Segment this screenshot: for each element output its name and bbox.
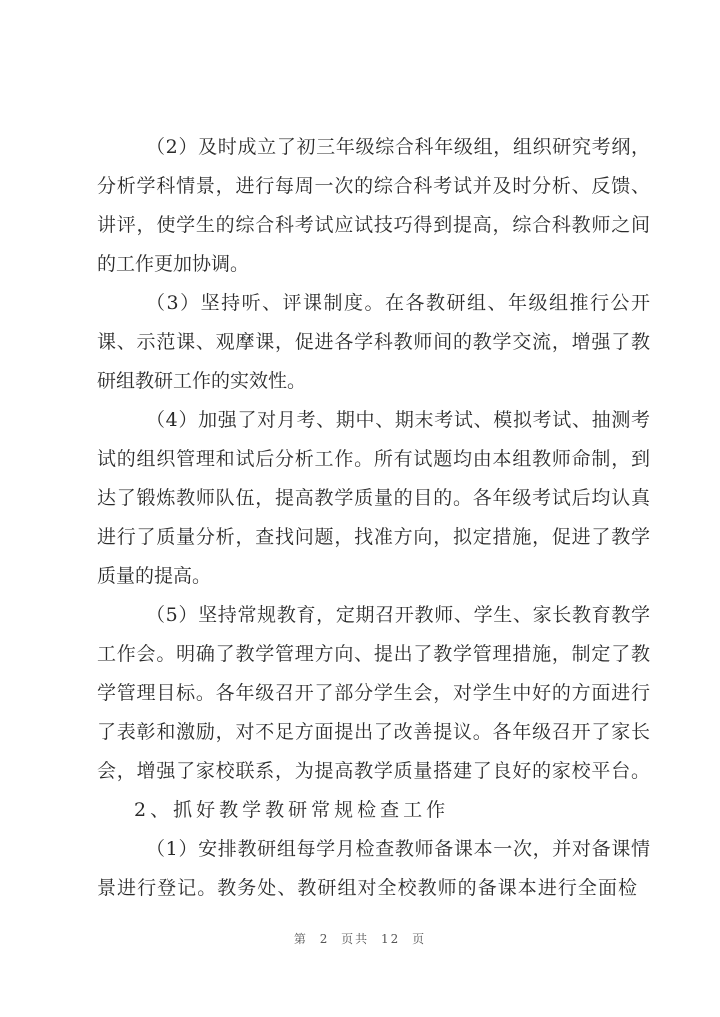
- paragraph-line: （2）及时成立了初三年级综合科年级组，组织研究考纲，: [146, 136, 650, 158]
- paragraph-line: （3）坚持听、评课制度。在各教研组、年级组推行公开: [146, 292, 650, 314]
- paragraph-line: 达了锻炼教师队伍，提高教学质量的目的。各年级考试后均认真: [97, 487, 650, 509]
- paragraph-line: 课、示范课、观摩课，促进各学科教师间的教学交流，增强了教: [97, 331, 650, 353]
- section-heading: 2、抓好教学教研常规检查工作: [134, 799, 450, 821]
- paragraph-line: 了表彰和激励，对不足方面提出了改善提议。各年级召开了家长: [97, 721, 650, 743]
- paragraph-line: 的工作更加协调。: [97, 253, 250, 275]
- paragraph-line: 学管理目标。各年级召开了部分学生会，对学生中好的方面进行: [97, 682, 650, 704]
- paragraph-line: 进行了质量分析，查找问题，找准方向，拟定措施，促进了教学: [97, 526, 650, 548]
- paragraph-line: 景进行登记。教务处、教研组对全校教师的备课本进行全面检: [97, 877, 637, 899]
- paragraph-line: （1）安排教研组每学月检查教师备课本一次，并对备课情: [146, 838, 650, 860]
- paragraph-line: 讲评，使学生的综合科考试应试技巧得到提高，综合科教师之间: [97, 214, 650, 236]
- paragraph-line: 会，增强了家校联系，为提高教学质量搭建了良好的家校平台。: [97, 760, 650, 782]
- paragraph-line: 工作会。明确了教学管理方向、提出了教学管理措施，制定了教: [97, 643, 650, 665]
- paragraph-line: （4）加强了对月考、期中、期末考试、模拟考试、抽测考: [146, 409, 650, 431]
- page-footer: 第 2 页共 12 页: [293, 932, 427, 946]
- paragraph-line: 质量的提高。: [97, 565, 212, 587]
- paragraph-line: 试的组织管理和试后分析工作。所有试题均由本组教师命制，到: [97, 448, 650, 470]
- paragraph-line: 分析学科情景，进行每周一次的综合科考试并及时分析、反馈、: [97, 175, 650, 197]
- paragraph-line: （5）坚持常规教育，定期召开教师、学生、家长教育教学: [146, 604, 650, 626]
- paragraph-line: 研组教研工作的实效性。: [97, 370, 307, 392]
